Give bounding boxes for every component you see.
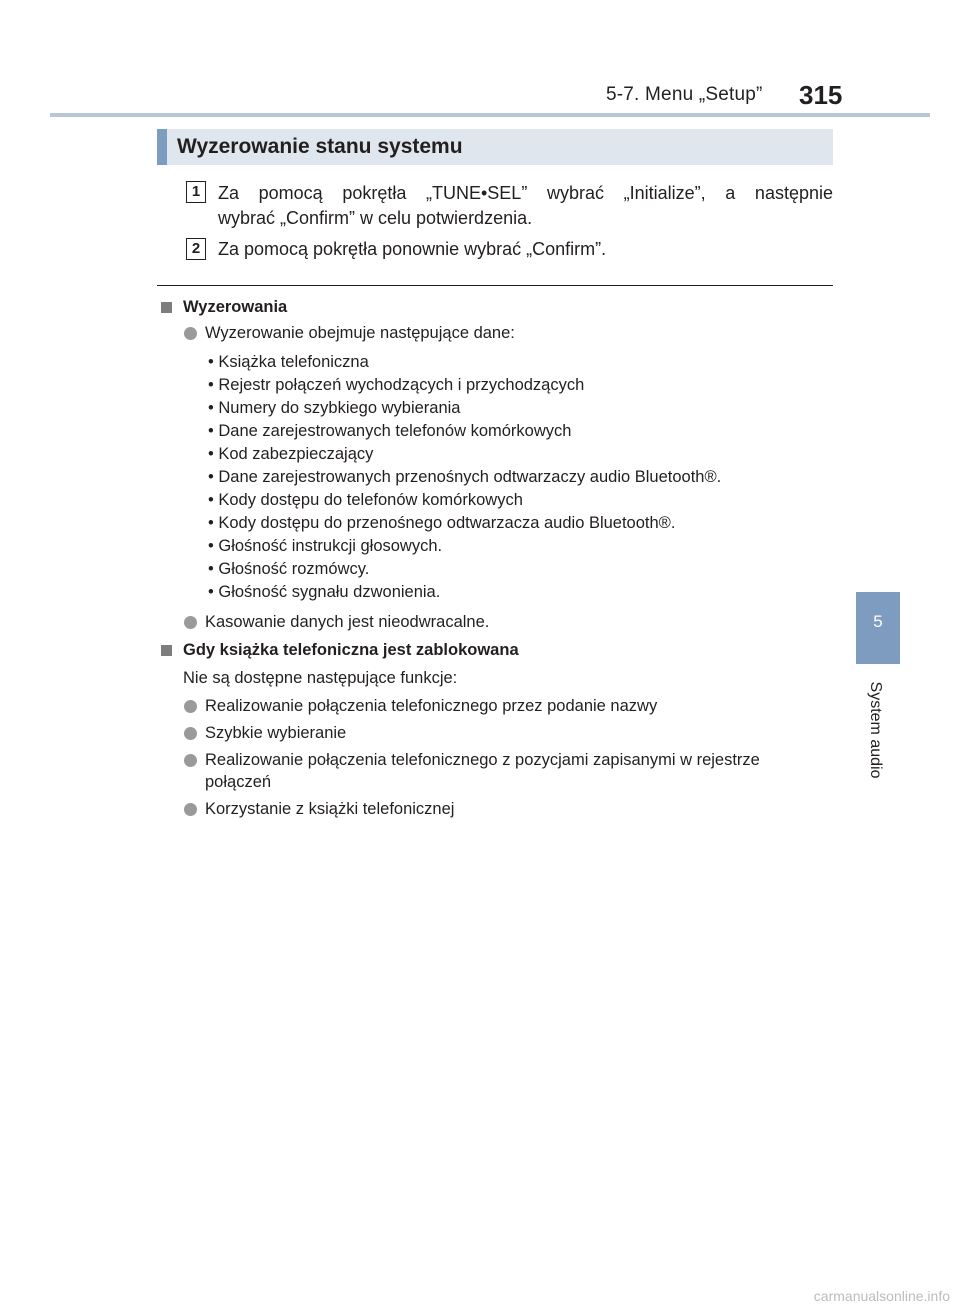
step-2-line-1: Za pomocą pokrętła ponownie wybrać „Confirm”. xyxy=(218,239,607,259)
reset-item: • Numery do szybkiego wybierania xyxy=(208,399,461,417)
step-number-1: 1 xyxy=(186,181,206,203)
locked-item: Korzystanie z książki telefonicznej xyxy=(205,800,455,818)
step-number-2: 2 xyxy=(186,238,206,260)
square-bullet-icon xyxy=(161,302,172,313)
locked-item: Realizowanie połączenia telefonicznego przez podanie nazwy xyxy=(205,697,658,715)
side-chapter-tab xyxy=(856,592,900,664)
reset-item: • Głośność sygnału dzwonienia. xyxy=(208,583,441,601)
side-chapter-number: 5 xyxy=(873,612,883,631)
circle-bullet-icon xyxy=(184,327,197,340)
reset-irreversible-note: Kasowanie danych jest nieodwracalne. xyxy=(205,613,490,631)
reset-item: • Kody dostępu do przenośnego odtwarzacza audio Bluetooth®. xyxy=(208,514,676,532)
reset-heading: Wyzerowania xyxy=(183,298,288,316)
side-chapter-label-wrap xyxy=(862,675,888,785)
reset-item: • Książka telefoniczna xyxy=(208,353,369,371)
chapter-title: 5-7. Menu „Setup” xyxy=(606,84,763,105)
locked-item-continuation: połączeń xyxy=(205,773,272,791)
page-number: 315 xyxy=(799,80,843,110)
step-1-line-2: wybrać „Confirm” w celu potwierdzenia. xyxy=(218,208,533,228)
circle-bullet-icon xyxy=(184,727,197,740)
footer-watermark: carmanualsonline.info xyxy=(813,1288,950,1304)
square-bullet-icon xyxy=(161,645,172,656)
reset-intro: Wyzerowanie obejmuje następujące dane: xyxy=(205,324,515,342)
reset-item: • Głośność rozmówcy. xyxy=(208,560,370,578)
side-chapter-label: System audio xyxy=(867,681,884,779)
locked-intro: Nie są dostępne następujące funkcje: xyxy=(183,669,458,687)
banner-accent-bar xyxy=(157,129,167,165)
circle-bullet-icon xyxy=(184,616,197,629)
reset-item: • Kod zabezpieczający xyxy=(208,445,374,463)
header-rule xyxy=(50,113,930,117)
circle-bullet-icon xyxy=(184,754,197,767)
section-divider xyxy=(157,285,833,286)
step-1-line-1: Za pomocą pokrętła „TUNE•SEL” wybrać „Initialize”, a następnie xyxy=(218,183,833,203)
locked-item: Szybkie wybieranie xyxy=(205,724,347,742)
locked-heading: Gdy książka telefoniczna jest zablokowana xyxy=(183,641,519,659)
section-title: Wyzerowanie stanu systemu xyxy=(177,135,463,158)
reset-item: • Rejestr połączeń wychodzących i przychodzących xyxy=(208,376,585,394)
reset-item: • Dane zarejestrowanych telefonów komórkowych xyxy=(208,422,572,440)
circle-bullet-icon xyxy=(184,700,197,713)
section-banner xyxy=(157,129,833,165)
circle-bullet-icon xyxy=(184,803,197,816)
reset-item: • Dane zarejestrowanych przenośnych odtwarzaczy audio Bluetooth®. xyxy=(208,468,722,486)
reset-item: • Kody dostępu do telefonów komórkowych xyxy=(208,491,523,509)
reset-item: • Głośność instrukcji głosowych. xyxy=(208,537,443,555)
locked-item: Realizowanie połączenia telefonicznego z pozycjami zapisanymi w rejestrze xyxy=(205,751,760,769)
